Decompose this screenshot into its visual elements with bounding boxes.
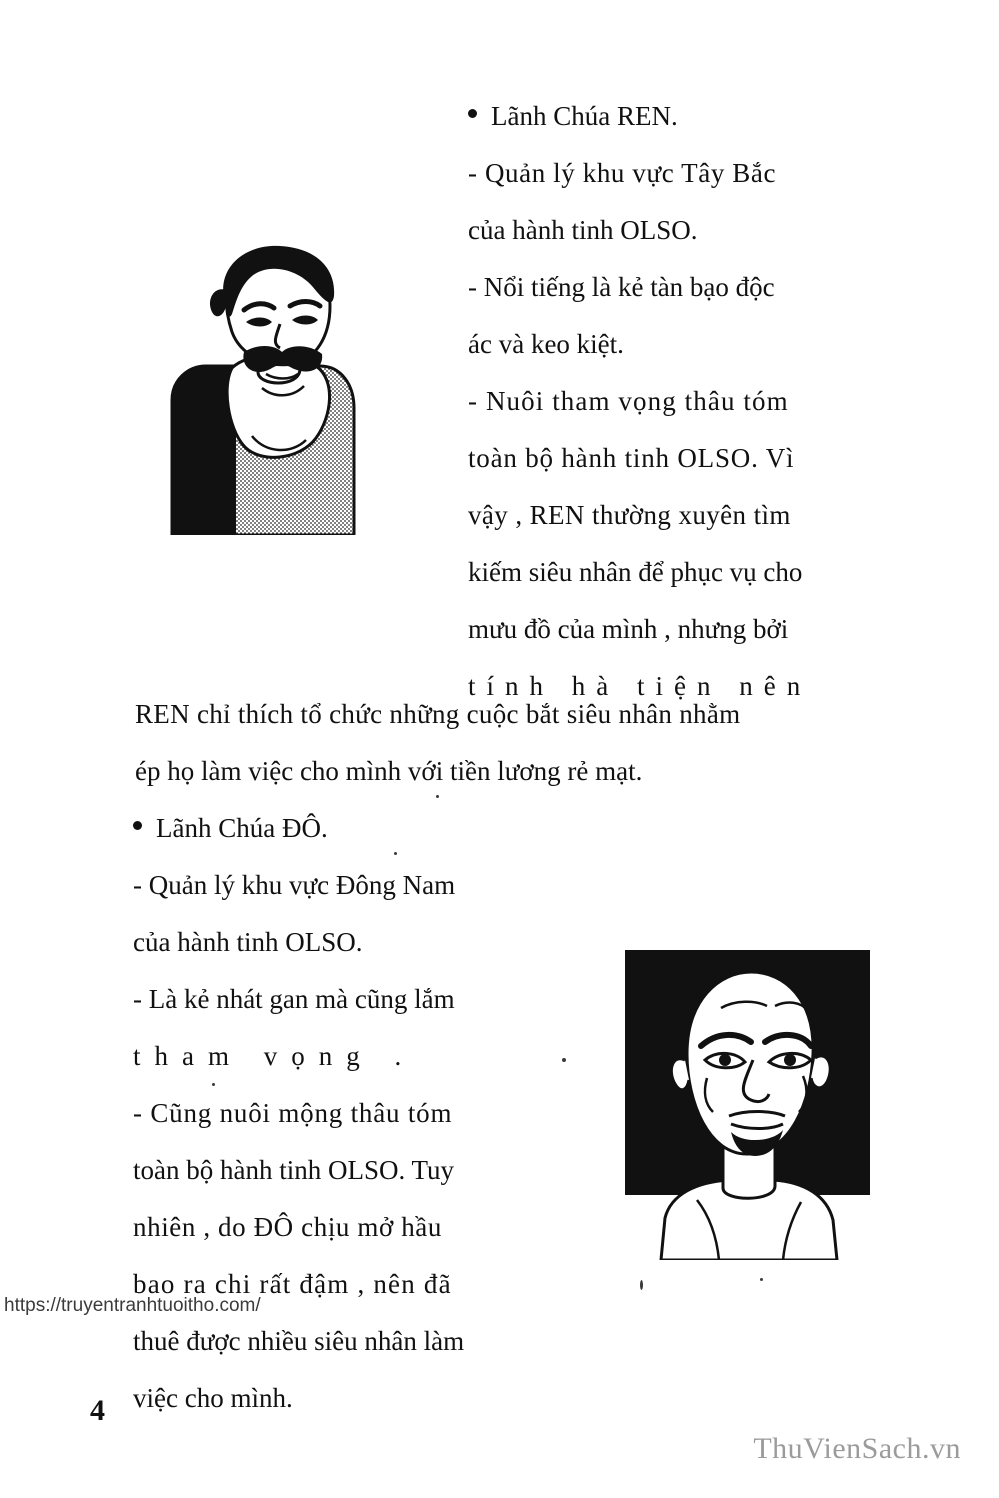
ren-line-3: - Nổi tiếng là kẻ tàn bạo độc	[468, 272, 775, 302]
do-line-9: thuê được nhiều siêu nhân làm	[133, 1326, 465, 1356]
page-number: 4	[90, 1394, 105, 1427]
portrait-do	[625, 950, 870, 1260]
ink-speck	[640, 1280, 643, 1290]
ink-speck	[394, 852, 397, 855]
section-do-text	[133, 800, 578, 1427]
ren-line-5: - Nuôi tham vọng thâu tóm	[468, 386, 789, 416]
portrait-ren	[140, 240, 375, 535]
ink-speck	[436, 795, 439, 798]
ink-speck	[562, 1058, 566, 1062]
ink-speck	[760, 1278, 763, 1281]
do-line-3: - Là kẻ nhát gan mà cũng lắm	[133, 984, 455, 1014]
bullet-icon	[468, 109, 477, 118]
do-line-4: tham vọng .	[133, 1041, 416, 1071]
ren-line-4: ác và keo kiệt.	[468, 329, 624, 359]
ren-line-8: kiếm siêu nhân để phục vụ cho	[468, 557, 803, 587]
ren-line-7: vậy , REN thường xuyên tìm	[468, 500, 791, 530]
section-ren-text	[468, 88, 920, 715]
do-line-1: - Quản lý khu vực Đông Nam	[133, 870, 456, 900]
ren-line-6: toàn bộ hành tinh OLSO. Vì	[468, 443, 795, 473]
section-do-heading	[133, 800, 578, 857]
ren-tail-line-2: ép họ làm việc cho mình với tiền lương rẻ mạt.	[135, 756, 643, 786]
watermark-brand: ThuVienSach.vn	[753, 1432, 961, 1465]
ink-speck	[212, 1083, 215, 1086]
ren-line-2: của hành tinh OLSO.	[468, 215, 698, 245]
do-line-5: - Cũng nuôi mộng thâu tóm	[133, 1098, 453, 1128]
section-do-heading-label: Lãnh Chúa ĐÔ.	[156, 813, 328, 843]
ren-line-10: tính hà tiện nên	[468, 671, 812, 701]
watermark-url: https://truyentranhtuoitho.com/	[4, 1295, 261, 1316]
section-ren-tail	[135, 686, 925, 800]
do-line-6: toàn bộ hành tinh OLSO. Tuy	[133, 1155, 455, 1185]
ren-tail-line-1: REN chỉ thích tổ chức những cuộc bắt siêu nhân nhằm	[135, 699, 741, 729]
bullet-icon	[133, 821, 142, 830]
ren-line-9: mưu đồ của mình , nhưng bởi	[468, 614, 789, 644]
do-line-7: nhiên , do ĐÔ chịu mở hầu	[133, 1212, 442, 1242]
ren-line-1: - Quản lý khu vực Tây Bắc	[468, 158, 777, 188]
do-line-8: bao ra chi rất đậm , nên đã	[133, 1269, 452, 1299]
do-line-2: của hành tinh OLSO.	[133, 927, 363, 957]
section-ren-heading	[468, 88, 920, 145]
do-line-10: việc cho mình.	[133, 1383, 293, 1413]
section-ren-heading-label: Lãnh Chúa REN.	[491, 101, 678, 131]
